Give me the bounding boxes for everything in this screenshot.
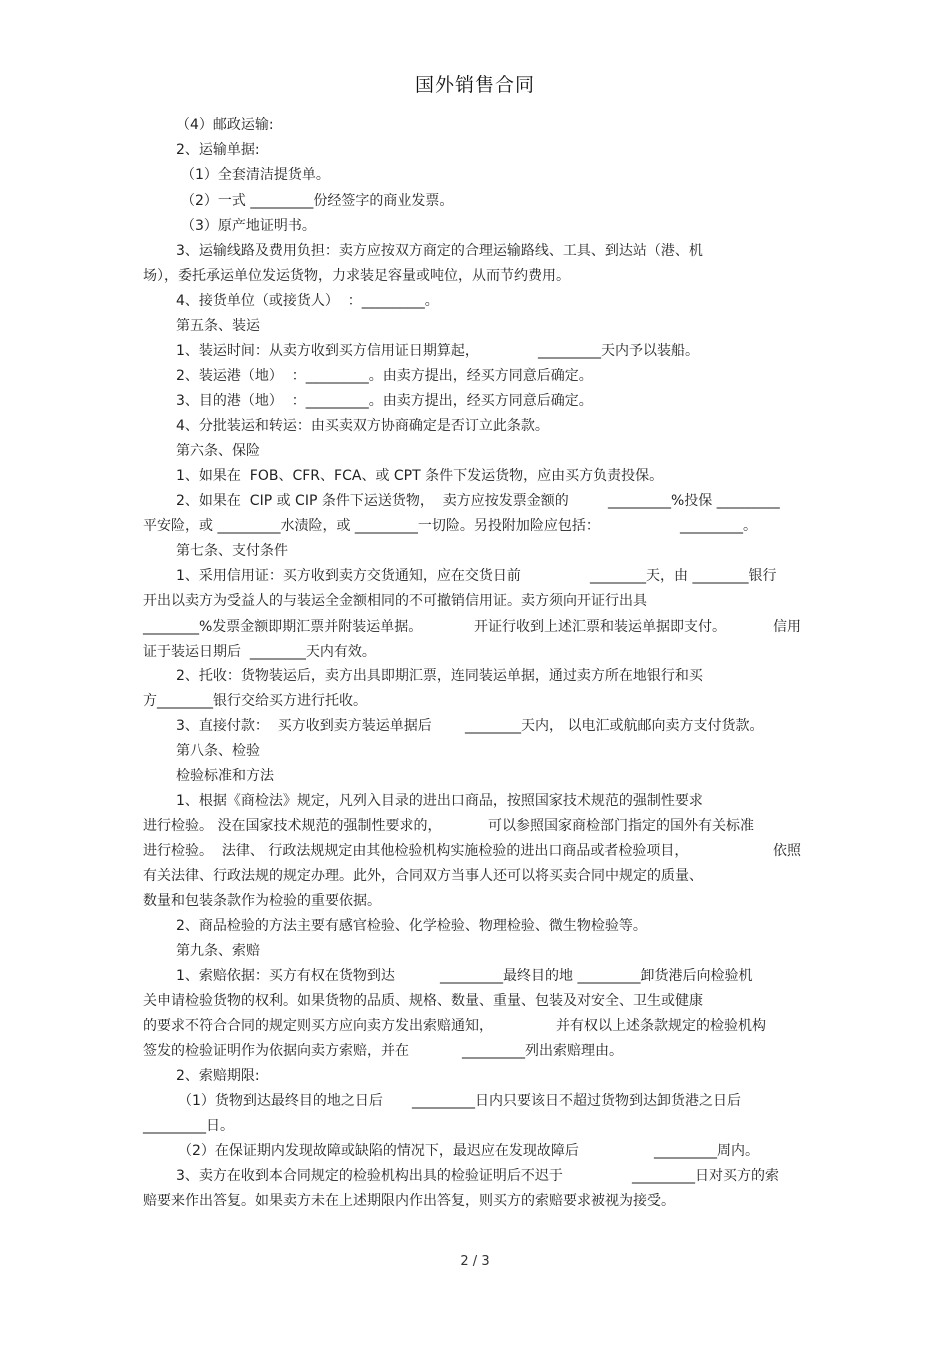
text-segment: 3、卖方在收到本合同规定的检验机构出具的检验证明后不迟于 <box>176 1168 563 1184</box>
text-segment: 1、采用信用证：买方收到卖方交货通知，应在交货日前 <box>176 568 521 584</box>
text-line <box>176 367 593 385</box>
text-line <box>143 692 367 710</box>
text-line <box>176 1167 779 1185</box>
text-segment: 1、索赔依据：买方有权在货物到达 <box>176 968 395 984</box>
text-line <box>176 442 260 460</box>
text-segment: 2、商品检验的方法主要有感官检验、化学检验、物理检验、微生物检验等。 <box>176 918 647 934</box>
text-segment: 4、接货单位（或接货人） ：_________。 <box>176 293 439 309</box>
text-line <box>176 242 703 260</box>
text-segment: 有关法律、行政法规的规定办理。此外，合同双方当事人还可以将买卖合同中规定的质量、 <box>143 868 703 884</box>
document-title: 国外销售合同 <box>414 74 535 96</box>
text-segment: 的要求不符合合同的规定则买方应向卖方发出索赔通知， <box>143 1018 493 1034</box>
text-segment: 开出以卖方为受益人的与装运全金额相同的不可撤销信用证。卖方须向开证行出具 <box>143 593 647 609</box>
text-segment: _________周内。 <box>654 1143 759 1159</box>
text-segment: _________天内予以装船。 <box>538 343 699 359</box>
text-line <box>143 892 381 910</box>
text-line <box>181 217 316 235</box>
text-line <box>178 1092 741 1110</box>
text-segment: 可以参照国家商检部门指定的国外有关标准 <box>488 818 754 834</box>
text-line <box>176 567 777 585</box>
text-segment: 2、托收：货物装运后，卖方出具即期汇票，连同装运单据，通过卖方所在地银行和买 <box>176 668 703 684</box>
text-segment: 2、装运港（地） ：_________。由卖方提出，经买方同意后确定。 <box>176 368 593 384</box>
text-line <box>176 717 764 735</box>
text-segment: _________%投保 _________ <box>608 493 780 509</box>
text-line <box>176 917 647 935</box>
text-segment: _________最终目的地 _________卸货港后向检验机 <box>440 968 753 984</box>
text-segment: 第九条、索赔 <box>176 943 260 959</box>
text-line <box>143 592 647 610</box>
text-segment: 数量和包装条款作为检验的重要依据。 <box>143 893 381 909</box>
text-segment: 方________银行交给买方进行托收。 <box>143 693 367 709</box>
text-segment: 1、根据《商检法》规定，凡列入目录的进出口商品，按照国家技术规范的强制性要求 <box>176 793 703 809</box>
text-line <box>143 643 376 661</box>
text-segment: 1、装运时间：从卖方收到买方信用证日期算起， <box>176 343 479 359</box>
text-segment: ________天内， 以电汇或航邮向卖方支付货款。 <box>465 718 764 734</box>
text-line <box>176 742 260 760</box>
text-segment: 检验标准和方法 <box>176 768 274 784</box>
text-line <box>176 542 288 560</box>
text-line <box>176 417 549 435</box>
text-line <box>143 267 570 285</box>
page-number: 2 / 3 <box>460 1254 490 1269</box>
text-line <box>176 116 274 134</box>
text-segment: （1）货物到达最终目的地之日后 <box>178 1093 383 1109</box>
text-segment: _________日内只要该日不超过货物到达卸货港之日后 <box>412 1093 741 1109</box>
text-segment: ________%发票金额即期汇票并附装运单据。 <box>143 619 423 635</box>
text-line <box>181 192 453 210</box>
text-line <box>143 842 801 860</box>
text-segment: 签发的检验证明作为依据向卖方索赔，并在 <box>143 1043 409 1059</box>
text-segment: _________日对买方的索 <box>632 1168 779 1184</box>
text-line <box>181 166 330 184</box>
text-segment: 1、如果在 FOB、CFR、FCA、或 CPT 条件下发运货物，应由买方负责投保。 <box>176 468 664 484</box>
text-segment: 赔要来作出答复。如果卖方未在上述期限内作出答复，则买方的索赔要求被视为接受。 <box>143 1193 675 1209</box>
text-segment: 3、直接付款： 买方收到卖方装运单据后 <box>176 718 432 734</box>
text-line <box>176 141 260 159</box>
text-line <box>143 867 703 885</box>
text-segment: （2）一式 _________份经签字的商业发票。 <box>181 193 454 209</box>
text-segment: 第六条、保险 <box>176 443 260 459</box>
text-line <box>176 967 753 985</box>
text-line <box>143 1017 766 1035</box>
text-line <box>143 618 801 636</box>
text-line <box>176 342 699 360</box>
text-line <box>143 817 754 835</box>
text-line <box>176 767 274 785</box>
text-segment: ________天，由 ________银行 <box>590 568 777 584</box>
text-line <box>176 467 663 485</box>
text-segment: 4、分批装运和转运：由买卖双方协商确定是否订立此条款。 <box>176 418 549 434</box>
text-segment: 2、运输单据: <box>176 142 260 158</box>
text-line <box>176 392 593 410</box>
text-line <box>176 492 780 510</box>
text-line <box>143 1042 623 1060</box>
text-segment: （4）邮政运输: <box>176 117 274 133</box>
text-segment: 进行检验。 没在国家技术规范的强制性要求的， <box>143 818 442 834</box>
text-segment: （3）原产地证明书。 <box>181 218 316 234</box>
text-line <box>176 317 260 335</box>
text-segment: _________。 <box>680 518 757 534</box>
text-segment: 第八条、检验 <box>176 743 260 759</box>
text-segment: 信用 <box>773 619 801 635</box>
text-line <box>143 992 703 1010</box>
text-line <box>176 792 703 810</box>
text-segment: 关申请检验货物的权利。如果货物的品质、规格、数量、重量、包装及对安全、卫生或健康 <box>143 993 703 1009</box>
text-line <box>178 1142 759 1160</box>
text-segment: 3、运输线路及费用负担：卖方应按双方商定的合理运输路线、工具、到达站（港、机 <box>176 243 703 259</box>
text-line <box>143 517 757 535</box>
text-segment: 2、索赔期限: <box>176 1068 260 1084</box>
text-line <box>143 1117 234 1135</box>
text-segment: （1）全套清洁提货单。 <box>181 167 330 183</box>
text-line <box>176 942 260 960</box>
text-segment: _________日。 <box>143 1118 234 1134</box>
text-segment: 并有权以上述条款规定的检验机构 <box>556 1018 766 1034</box>
text-segment: 依照 <box>773 843 801 859</box>
text-line <box>143 1192 675 1210</box>
text-segment: 第七条、支付条件 <box>176 543 288 559</box>
text-line <box>176 292 439 310</box>
text-segment: （2）在保证期内发现故障或缺陷的情况下，最迟应在发现故障后 <box>178 1143 579 1159</box>
text-segment: 场），委托承运单位发运货物，力求装足容量或吨位，从而节约费用。 <box>143 268 570 284</box>
text-line <box>176 667 703 685</box>
text-segment: 证于装运日期后 ________天内有效。 <box>143 644 376 660</box>
text-line <box>176 1067 260 1085</box>
text-segment: 开证行收到上述汇票和装运单据即支付。 <box>474 619 726 635</box>
text-segment: 2、如果在 CIP 或 CIP 条件下运送货物， 卖方应按发票金额的 <box>176 493 569 509</box>
text-segment: _________列出索赔理由。 <box>462 1043 623 1059</box>
text-segment: 进行检验。 法律、 行政法规规定由其他检验机构实施检验的进出口商品或者检验项目， <box>143 843 689 859</box>
text-segment: 3、目的港（地） ：_________。由卖方提出，经买方同意后确定。 <box>176 393 593 409</box>
text-segment: 平安险，或 _________水渍险，或 _________一切险。另投附加险应包括： <box>143 518 600 534</box>
text-segment: 第五条、装运 <box>176 318 260 334</box>
